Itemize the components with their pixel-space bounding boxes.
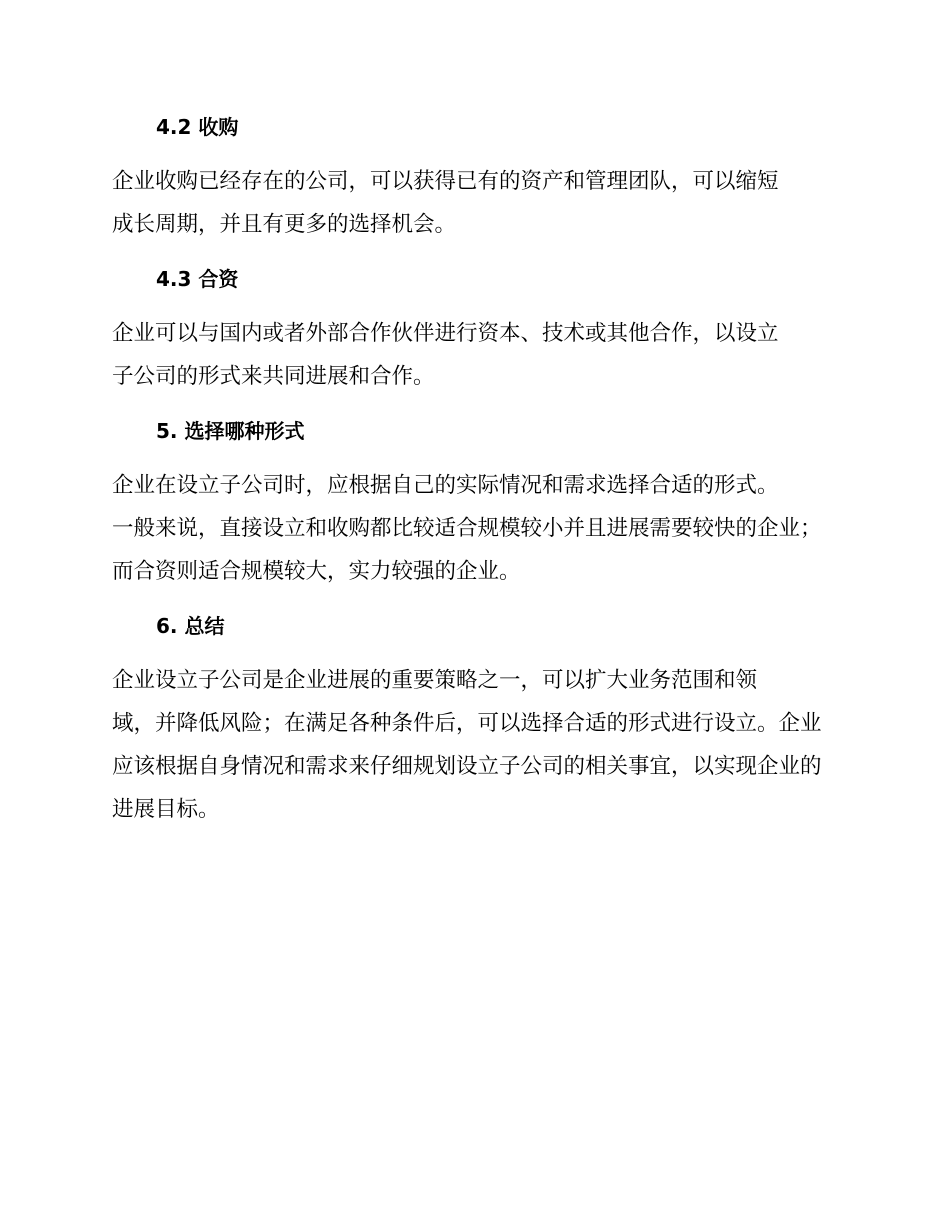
paragraph-line: 企业设立子公司是企业进展的重要策略之一，可以扩大业务范围和领 xyxy=(112,668,758,693)
section-heading-5: 5. 选择哪种形式 xyxy=(156,419,305,443)
paragraph-line: 域，并降低风险；在满足各种条件后，可以选择合适的形式进行设立。企业 xyxy=(112,711,822,736)
paragraph-line: 企业在设立子公司时，应根据自己的实际情况和需求选择合适的形式。 xyxy=(112,473,779,498)
paragraph-line: 进展目标。 xyxy=(112,797,220,822)
document-page xyxy=(112,108,832,845)
section-paragraph-4-3 xyxy=(112,312,832,398)
section-heading-4-3: 4.3 合资 xyxy=(156,267,239,291)
paragraph-line: 子公司的形式来共同进展和合作。 xyxy=(112,364,435,389)
paragraph-line: 企业收购已经存在的公司，可以获得已有的资产和管理团队，可以缩短 xyxy=(112,169,779,194)
paragraph-line: 而合资则适合规模较大，实力较强的企业。 xyxy=(112,559,521,584)
section-paragraph-5 xyxy=(112,464,832,593)
section-heading-4-2: 4.2 收购 xyxy=(156,115,239,139)
section-paragraph-4-2 xyxy=(112,160,832,246)
paragraph-line: 一般来说，直接设立和收购都比较适合规模较小并且进展需要较快的企业； xyxy=(112,516,822,541)
section-paragraph-6 xyxy=(112,659,832,831)
paragraph-line: 应该根据自身情况和需求来仔细规划设立子公司的相关事宜，以实现企业的 xyxy=(112,754,822,779)
paragraph-line: 企业可以与国内或者外部合作伙伴进行资本、技术或其他合作，以设立 xyxy=(112,321,779,346)
paragraph-line: 成长周期，并且有更多的选择机会。 xyxy=(112,212,457,237)
section-heading-6: 6. 总结 xyxy=(156,614,225,638)
